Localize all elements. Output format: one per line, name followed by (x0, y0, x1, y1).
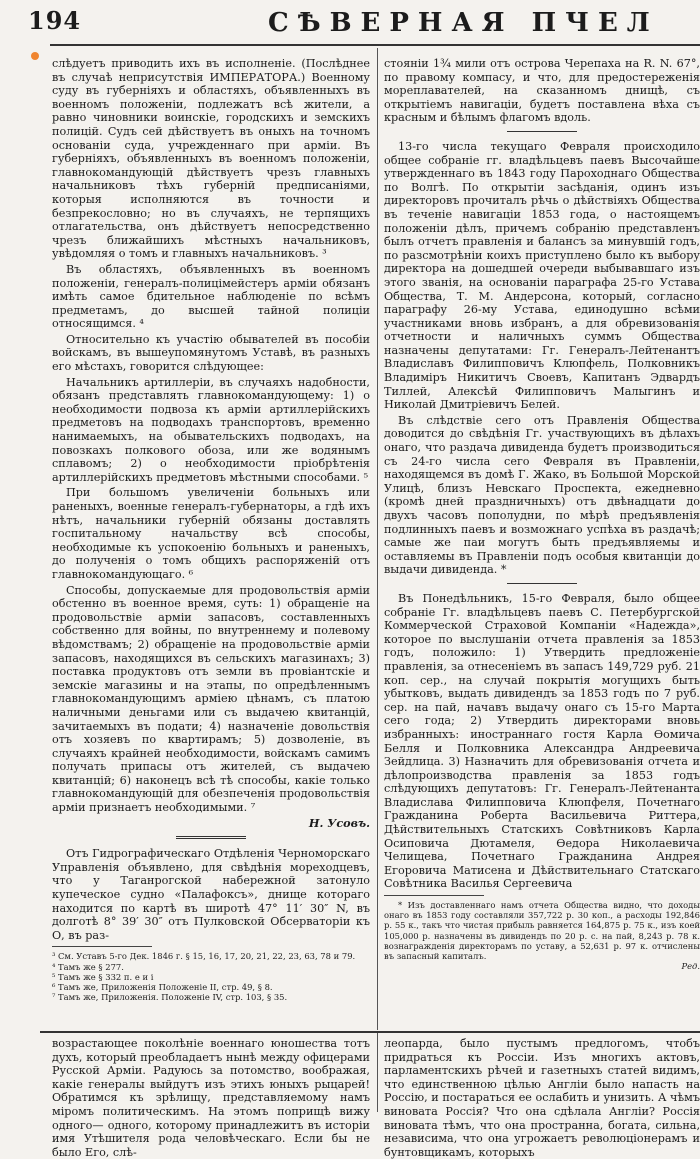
bottom-left-text: возрастающее поколѣніе военнаго юношества тотъ духъ, который преобладаетъ нынѣ между офицерами Русской Арміи. Радуюсь за потомство, воображая, какіе генералы выйдутъ изъ этихъ юныхъ рыцарей! Обратимся къ зрѣлищу, представляемому намъ міромъ политическимъ. На этомъ поприщѣ вижу одного— одного, которому принадлежитъ въ исторіи имя Утѣшителя рода человѣческаго. Если бы не было Его, слѣ- (52, 1037, 370, 1159)
column-divider (377, 48, 378, 1030)
left-paragraph: Способы, допускаемые для продовольствія арміи обстенно въ военное время, суть: 1) обращеніе на продовольствіе арміи запасовъ, составленныхъ собственно для войны, по внутреннему и полевому вѣдомствамъ; 2) обращеніе на продовольствіе арміи запасовъ, находящихся въ сельскихъ магазинахъ; 3) поставка продуктовъ отъ земли въ провіантскіе и земскіе магазины и на этапы, по опредѣленнымъ главнокомандующимъ арміею цѣнамъ, съ платою наличными деньгами или съ выдачею квитанцій, зачитаемыхъ въ подати; 4) назначеніе довольствія отъ хозяевъ по квартирамъ; 5) дозволеніе, въ случаяхъ крайней необходимости, войскамъ самимъ получать припасы отъ жителей, съ выдачею квитанцій; 6) наконецъ всѣ тѣ способы, какіе только главнокомандующій для обезпеченія продовольствія арміи признаетъ необходимыми. ⁷ (52, 583, 370, 815)
feuilleton-rule (40, 1031, 700, 1033)
right-paragraph: Въ Понедѣльникъ, 15-го Февраля, было общее собраніе Гг. владѣльцевъ паевъ С. Петербургской Коммерческой Страховой Компаніи «Надежда», которое по выслушаніи отчета правленія за 1853 годъ, положило: 1) Утвердить предложеніе правленія, за отнесеніемъ въ запасъ 149,729 руб. 21 коп. сер., на случай покрытія могущихъ быть убытковъ, выдать дивидендъ за 1853 годъ по 7 руб. сер. на пай, начавъ выдачу онаго съ 15-го Марта сего года; 2) Утвердить директорами вновь избранныхъ: иностраннаго гостя Карла Ѳомича Белля и Полковника Александра Андреевича Зейдлица. 3) Назначить для обревизованія отчета и дѣлопроизводства правленія за 1853 годъ слѣдующихъ депутатовъ: Гг. Генералъ-Лейтенанта Владислава Филипповича Клюпфеля, Почетнаго Гражданина Роберта Васильевича Риттера, Дѣйствительныхъ Статскихъ Совѣтниковъ Карла Осиповича Дютамеля, Ѳедора Николаевича Челищева, Почетнаго Гражданина Андрея Егоровича Матисена и Дѣйствительнаго Статскаго Совѣтника Василья Сергеевича (384, 591, 700, 891)
footnote: ⁶ Тамъ же, Приложенія Положеніе II, стр. 49, § 8. (52, 982, 273, 993)
section-divider (507, 583, 577, 584)
left-paragraph: При большомъ увеличеніи больныхъ или раненыхъ, военные генералъ-губернаторы, а гдѣ ихъ нѣтъ, начальники губерній обязаны доставлять госпитальному начальству всѣ способы, необходимые къ успокоенію больныхъ и раненыхъ, до полученія о томъ общихъ распоряженій отъ главнокомандующаго. ⁶ (52, 486, 370, 581)
left-paragraph: слѣдуетъ приводить ихъ въ исполненіе. (Послѣднее въ случаѣ неприсутствія ИМПЕРАТОРА.) Военному суду въ губерніяхъ и областяхъ, объявленныхъ въ военномъ положеніи, подлежатъ всѣ жители, а равно чиновники воинскіе, городскихъ и земскихъ полицій. Судъ сей дѣйствуетъ въ оныхъ на точномъ основаніи суда, учрежденнаго при арміи. Въ губерніяхъ, объявленныхъ въ военномъ положеніи, главнокомандующій дѣйствуетъ чрезъ главныхъ начальниковъ тѣхъ губерній предписаніями, которыя исполняются въ точности и безпрекословно; но въ случаяхъ, не терпящихъ отлагательства, онъ дѣйствуетъ непосредственно чрезъ ближайшихъ мѣстныхъ начальниковъ, увѣдомляя о томъ и главныхъ начальниковъ. ³ (52, 57, 370, 261)
right-paragraph: 13-го числа текущаго Февраля происходило общее собраніе гг. владѣльцевъ паевъ Высочайше утвержденнаго въ 1843 году Пароходнаго Общества по Волгѣ. По открытіи засѣданія, одинъ изъ директоровъ прочиталъ рѣчь о дѣйствіяхъ Общества въ теченіе навигаціи 1853 года, о настоящемъ положеніи дѣлъ, причемъ собранію представленъ былъ отчетъ правленія и балансъ за минувшій годъ, по разсмотрѣніи коихъ приступлено было къ выбору директора на дошедшей очереди выбывавшаго изъ этого званія, на основаніи параграфа 25-го Устава Общества, Т. М. Андерсона, который, согласно параграфу 26-му Устава, единодушно всѣми участниками вновь избранъ, а для обревизованія отчетности и наличныхъ суммъ Общества назначены депутатами: Гг. Генералъ-Лейтенантъ Владиславъ Филипповичъ Клюпфель, Полковникъ Владиміръ Никитичъ Своевъ, Капитанъ Эдвардъ Тиллей, Алексѣй Филипповичъ Малыгинъ и Николай Дмитріевичъ Белей. (384, 139, 700, 412)
page-number: 194 (28, 6, 82, 35)
footnote: ³ См. Уставъ 5-го Дек. 1846 г. § 15, 16, 17, 20, 21, 22, 23, 63, 78 и 79. (52, 951, 356, 962)
footnote: * Изъ доставленнаго намъ отчета Общества видно, что доходы онаго въ 1853 году составляли 357,722 р. 30 коп., а расходы 192,846 р. 55 к., такъ что чистая прибыль равняется 164,875 р. 75 к., изъ коей 105,000 р. назначены въ дивидендъ по 20 р. с. на пай, 8,243 р. 78 к. вознагражденія директорамъ по уставу, а 52,631 р. 97 к. отчислены въ запасный капиталъ. (384, 900, 700, 962)
left-paragraph: Въ областяхъ, объявленныхъ въ военномъ положеніи, генералъ-полицімейстеръ арміи обязанъ имѣть самое бдительное наблюденіе по всѣмъ предметамъ, до высшей тайной полиціи относящимся. ⁴ (52, 262, 370, 331)
footnote: ⁴ Тамъ же § 277. (52, 961, 124, 972)
footnote-rule (52, 946, 152, 947)
footnote: ⁷ Тамъ же, Приложенія. Положеніе IV, стр. 103, § 35. (52, 992, 288, 1003)
bottom-right-text: леопарда, было пустымъ предлогомъ, чтобъ придраться къ Россіи. Изъ многихъ актовъ, парламентскихъ рѣчей и газетныхъ статей видимъ, что единственною цѣлью Англіи было напасть на Россію, и постараться ее ослабить и унизить. А чѣмъ виновата Россія? Что она сдѣлала Англіи? Россія виновата тѣмъ, что она пространна, богата, сильна, независима, что она угрожаетъ революціонерамъ и бунтовщикамъ, которыхъ (384, 1037, 700, 1159)
section-divider (507, 131, 577, 132)
footnote-sign: Ред. (681, 961, 700, 972)
section-divider (176, 836, 246, 839)
left-paragraph: Относительно къ участію обывателей въ пособіи войскамъ, въ вышеупомянутомъ Уставѣ, въ разныхъ его мѣстахъ, говорится слѣдующее: (52, 332, 370, 374)
left-paragraph: Начальникъ артиллеріи, въ случаяхъ надобности, обязанъ представлять главнокомандующему: 1) о необходимости подвоза къ арміи артиллерійскихъ предметовъ на подводахъ транспортовъ, временно нанимаемыхъ, на обывательскихъ подводахъ, на повозкахъ полкового обоза, или же водянымъ сплавомъ; 2) о необходимости пріобрѣтенія артиллерійскихъ предметовъ мѣстными способами. ⁵ (52, 375, 370, 484)
right-paragraph: Въ слѣдствіе сего отъ Правленія Общества доводится до свѣдѣнія Гг. участвующихъ въ дѣлахъ онаго, что раздача дивиденда будетъ производиться съ 24-го числа сего Февраля въ Правленіи, находящемся въ домѣ Г. Жако, въ Большой Морской Улицѣ, близъ Невскаго Проспекта, ежедневно (кромѣ дней праздничныхъ) отъ двѣнадцати до двухъ часовъ пополудни, по мѣрѣ предъявленія подлинныхъ паевъ и возможнаго успѣха въ раздачѣ; самые же паи могутъ быть предъявляемы и оставляемы въ Правленіи подъ особыя квитанціи до выдачи дивиденда. * (384, 413, 700, 577)
bottom-column-divider (377, 1033, 378, 1112)
hydrographic-notice: Отъ Гидрографическаго Отдѣленія Черноморскаго Управленія объявлено, для свѣдѣнія мореходцевъ, что у Таганрогской набережной затонуло купеческое судно «Палафоксъ», днище котораго находится по картѣ въ широтѣ 47° 11′ 30″ N, въ долготѣ 8° 39′ 30″ отъ Пулковской Обсерваторіи къ О, въ раз- (52, 847, 370, 942)
footnote-rule (384, 895, 484, 896)
right-paragraph: стояніи 1¾ мили отъ острова Черепаха на R. N. 67°, по правому компасу, и что, для предостереженія мореплавателей, на сказанномъ днищѣ, съ открытіемъ навигаціи, будетъ поставлена вѣха съ красным и бѣлымъ флагомъ вдоль. (384, 57, 700, 125)
right-column (384, 57, 700, 971)
journal-title: СѢВЕРНАЯ ПЧЕЛ (268, 8, 659, 38)
author-signature: Н. Усовъ. (308, 815, 370, 830)
header-rule (50, 44, 700, 46)
left-column (52, 57, 370, 1002)
footnote: ⁵ Тамъ же § 332 п. е и і (52, 971, 154, 982)
marker-dot (31, 52, 39, 60)
